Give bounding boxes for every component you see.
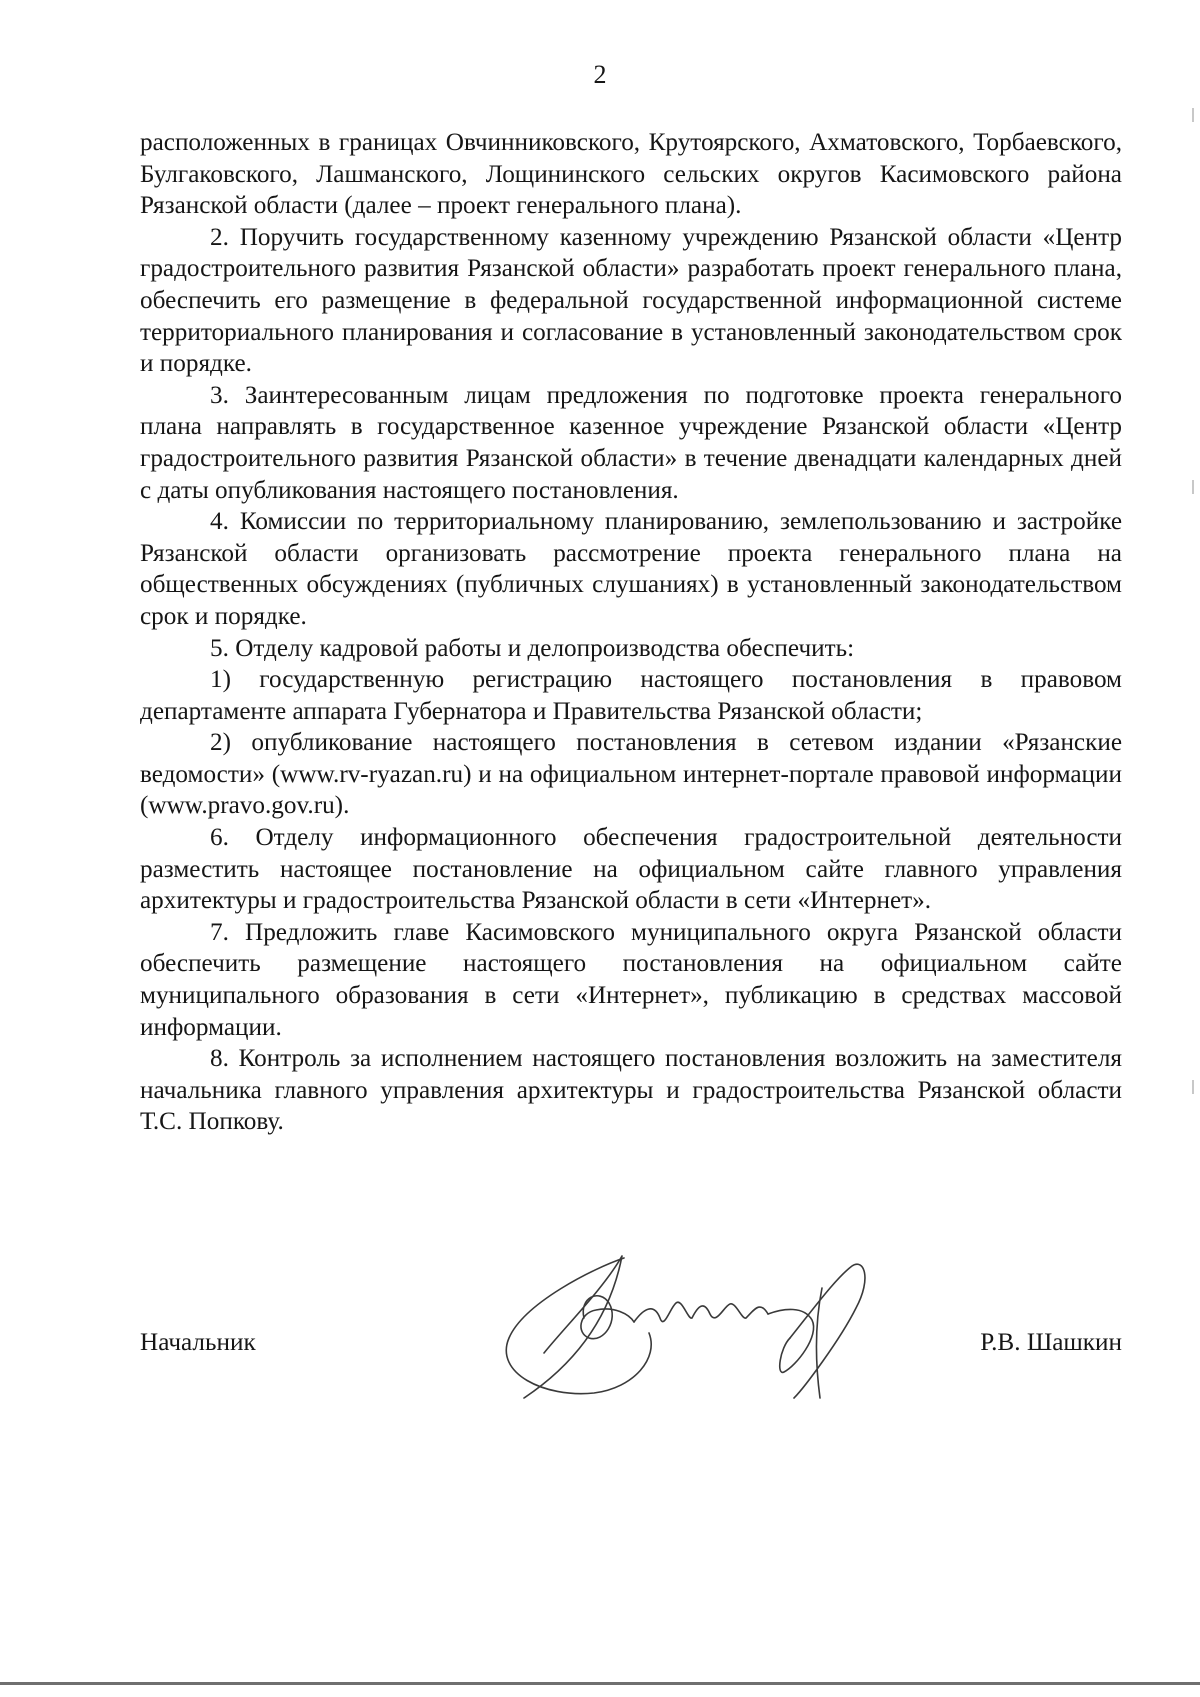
paragraph-continuation: расположенных в границах Овчинниковского, Крутоярского, Ахматовского, Торбаевского, Булгаковского, Лашманского, Лощининского сельских округов Касимовского района Рязанской области (далее – проект генерального плана).	[140, 129, 1122, 220]
scan-edge-mark	[1192, 480, 1194, 494]
handwritten-signature	[484, 1248, 914, 1413]
scan-bottom-line	[0, 1682, 1200, 1685]
paragraph-8: 8. Контроль за исполнением настоящего постановления возложить на заместителя начальника главного управления архитектуры и градостроительства Рязанской области Т.С. Попкову.	[140, 1045, 1122, 1136]
scan-edge-mark	[1192, 1080, 1194, 1094]
paragraph-7: 7. Предложить главе Касимовского муниципального округа Рязанской области обеспечить размещение настоящего постановления на официальном сайте муниципального образования в сети «Интернет», публикацию в средствах массовой информации.	[140, 918, 1122, 1041]
page-number: 2	[593, 60, 607, 89]
document-body	[140, 127, 1122, 1138]
paragraph-5-item-1: 1) государственную регистрацию настоящего постановления в правовом департаменте аппарата Губернатора и Правительства Рязанской области;	[140, 666, 1122, 725]
signatory-title: Начальник	[140, 1329, 256, 1356]
paragraph-6: 6. Отделу информационного обеспечения градостроительной деятельности разместить настоящее постановление на официальном сайте главного управления архитектуры и градостроительства Рязанской области в сети «Интернет».	[140, 824, 1122, 915]
signatory-name: Р.В. Шашкин	[980, 1329, 1122, 1356]
paragraph-5-item-2: 2) опубликование настоящего постановления в сетевом издании «Рязанские ведомости» (www.rv-ryazan.ru) и на официальном интернет-портале правовой информации (www.pravo.gov.ru).	[140, 729, 1122, 820]
paragraph-5: 5. Отделу кадровой работы и делопроизводства обеспечить:	[210, 634, 855, 662]
paragraph-3: 3. Заинтересованным лицам предложения по подготовке проекта генерального плана направлять в государственное казенное учреждение Рязанской области «Центр градостроительного развития Рязанской области» в течение двенадцати календарных дней с даты опубликования настоящего постановления.	[140, 381, 1122, 504]
paragraph-2: 2. Поручить государственному казенному учреждению Рязанской области «Центр градостроительного развития Рязанской области» разработать проект генерального плана, обеспечить его размещение в федеральной государственной информационной системе территориального планирования и согласование в установленный законодательством срок и порядке.	[140, 223, 1122, 378]
scan-edge-mark	[1192, 108, 1194, 122]
paragraph-4: 4. Комиссии по территориальному планированию, землепользованию и застройке Рязанской области организовать рассмотрение проекта генерального плана на общественных обсуждениях (публичных слушаниях) в установленный законодательством срок и порядке.	[140, 508, 1122, 630]
